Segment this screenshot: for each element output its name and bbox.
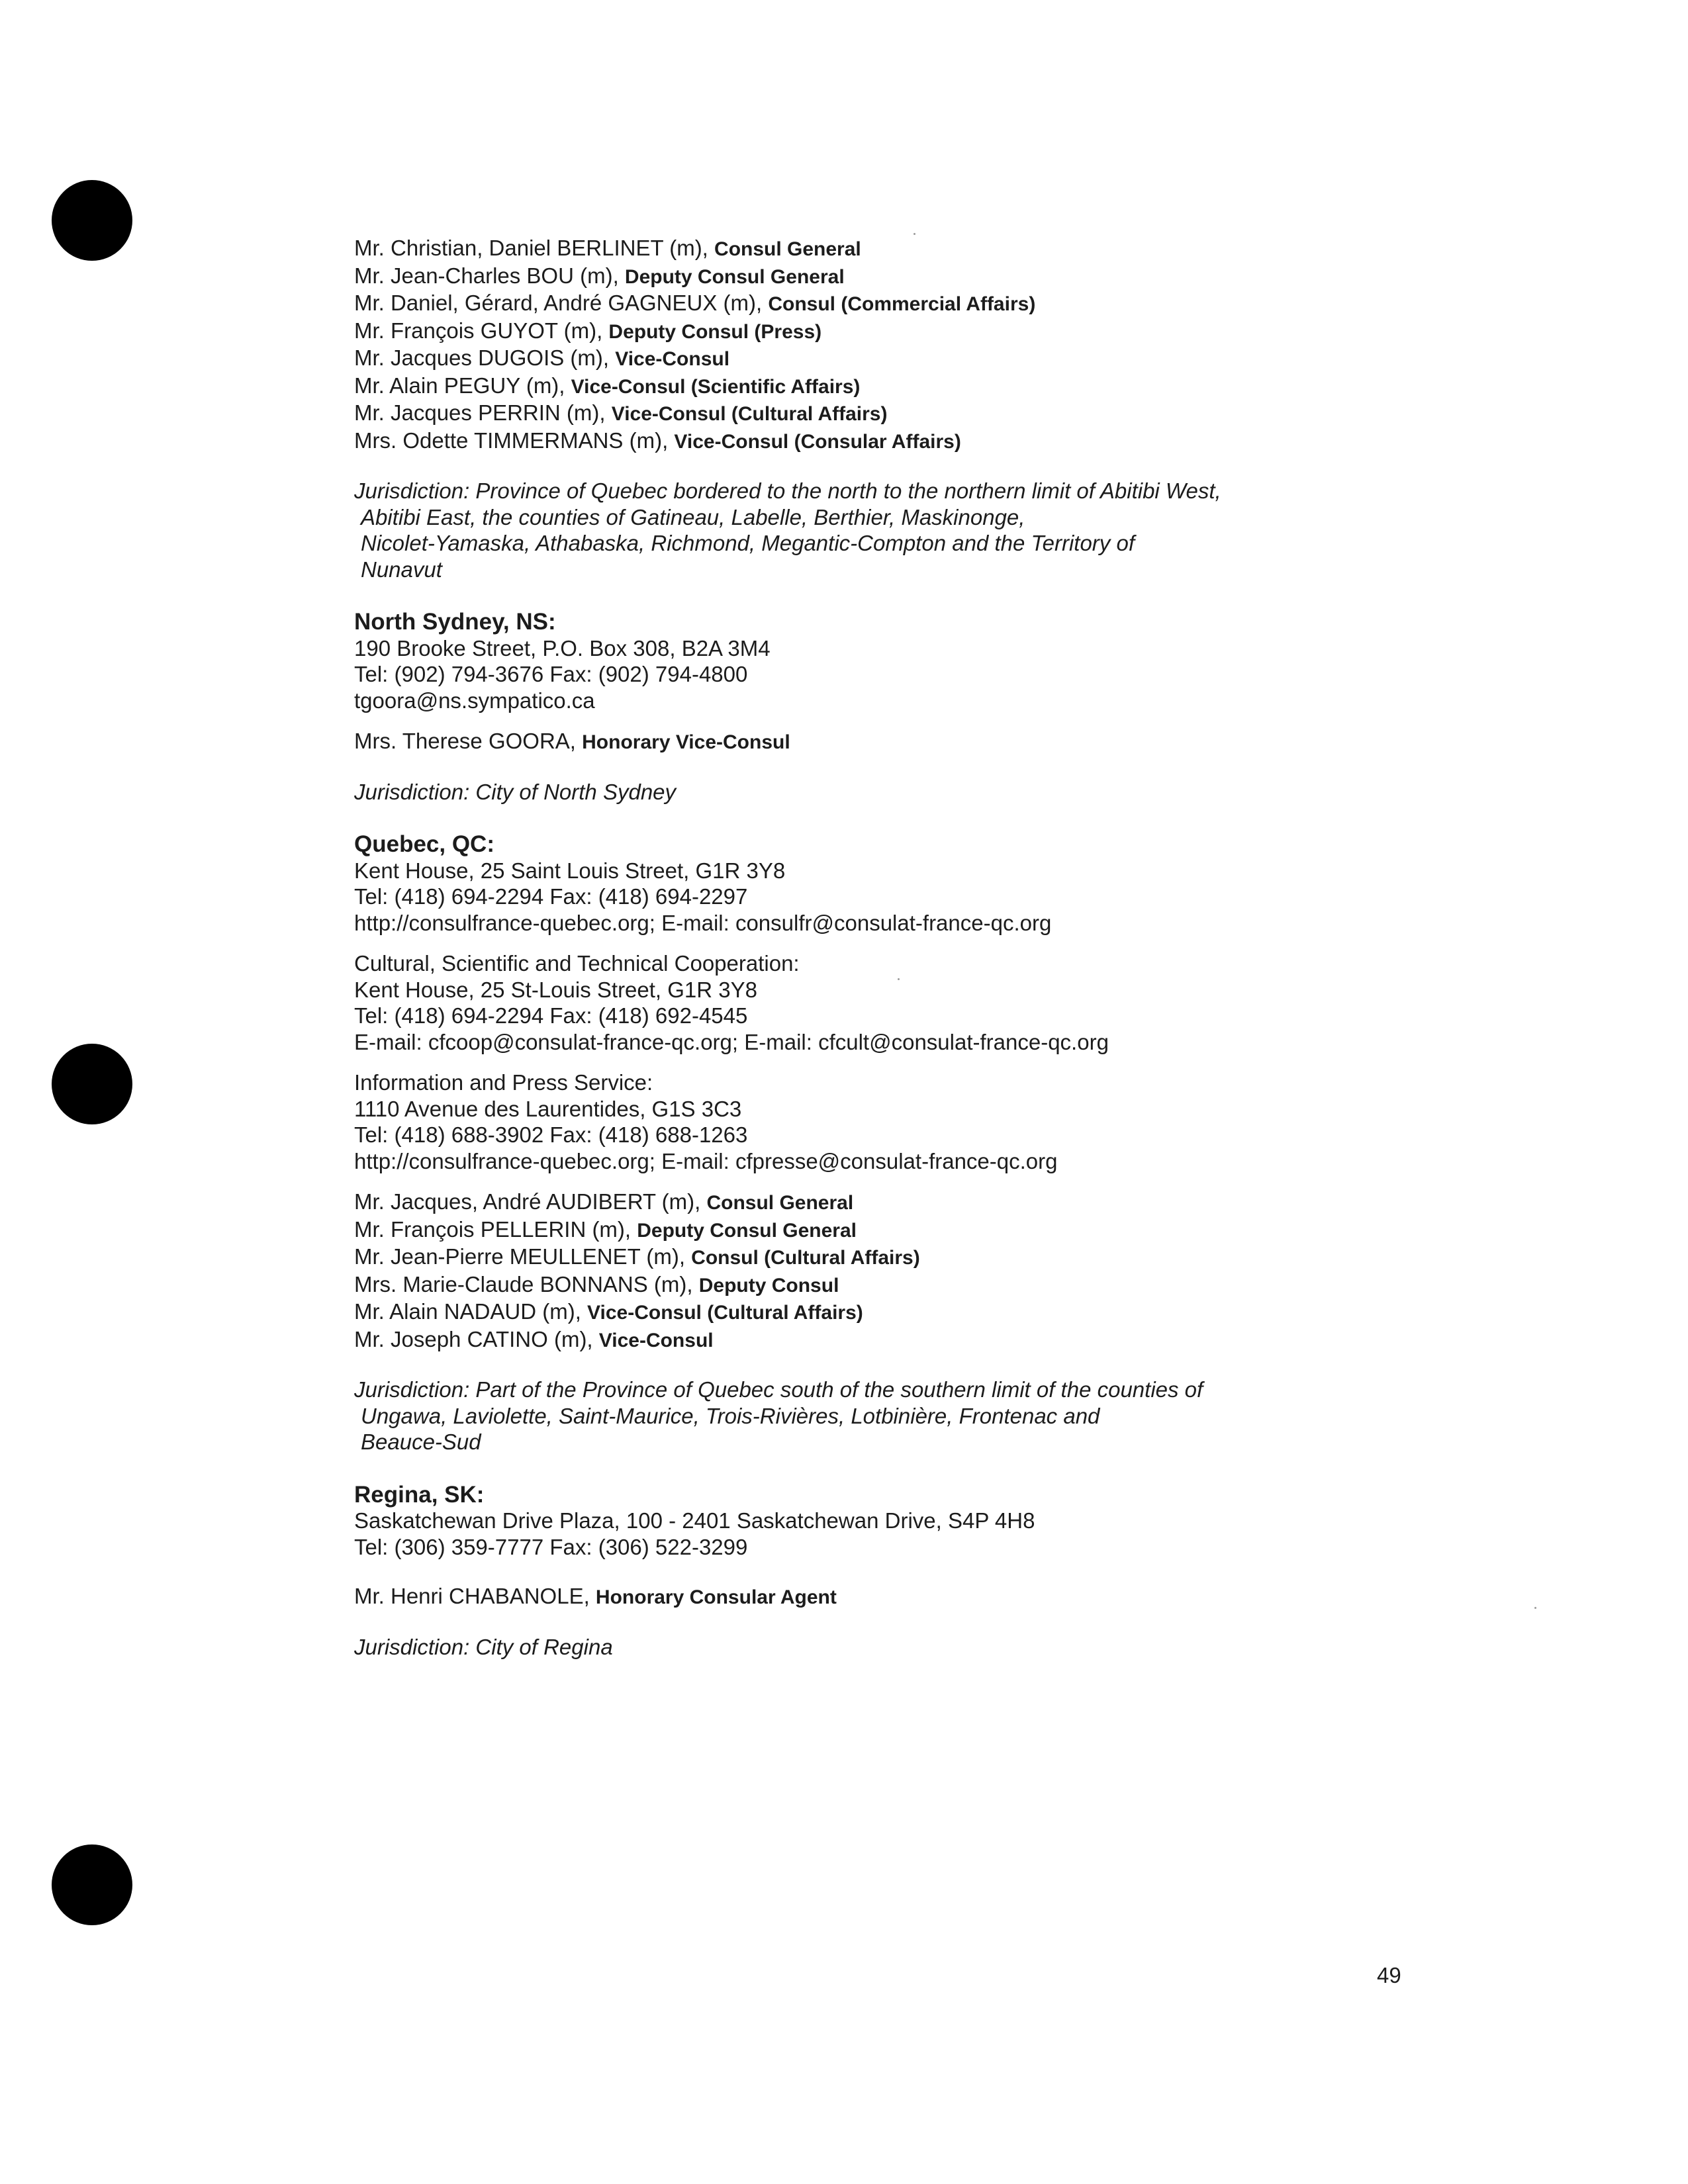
press-address: 1110 Avenue des Laurentides, G1S 3C3 (354, 1096, 742, 1121)
press-phone-fax: Tel: (418) 688-3902 Fax: (418) 688-1263 (354, 1122, 748, 1147)
binder-hole-top (52, 180, 132, 261)
top-staff-list (354, 235, 1479, 455)
staff-entry: Mr. Jacques DUGOIS (m), Vice-Consul (354, 345, 730, 370)
section-regina (354, 1482, 1479, 1661)
jurisdiction: Jurisdiction: City of Regina (354, 1634, 613, 1659)
staff-entry: Mr. François PELLERIN (m), Deputy Consul General (354, 1216, 857, 1242)
press-web-email-link[interactable]: http://consulfrance-quebec.org; E-mail: cfpresse@consulat-france-qc.org (354, 1148, 1058, 1173)
section-north-sydney (354, 609, 1479, 805)
phone-fax: Tel: (418) 694-2294 Fax: (418) 694-2297 (354, 884, 748, 909)
binder-hole-bottom (52, 1844, 132, 1925)
staff-entry: Mr. Jacques, André AUDIBERT (m), Consul General (354, 1189, 854, 1214)
address: Saskatchewan Drive Plaza, 100 - 2401 Saskatchewan Drive, S4P 4H8 (354, 1508, 1035, 1533)
jurisdiction: Jurisdiction: Part of the Province of Quebec south of the southern limit of the counties of Ungawa, Laviolette, Saint-Maurice, Trois-Rivières, Lotbinière, Frontenac and Beauce-Sud (354, 1377, 1203, 1454)
coop-email-link[interactable]: E-mail: cfcoop@consulat-france-qc.org; E-mail: cfcult@consulat-france-qc.org (354, 1029, 1109, 1054)
staff-entry: Mr. Alain NADAUD (m), Vice-Consul (Cultural Affairs) (354, 1299, 863, 1324)
staff-entry: Mr. Christian, Daniel BERLINET (m), Consul General (354, 236, 861, 260)
scan-speck (1534, 1607, 1536, 1609)
phone-fax: Tel: (306) 359-7777 Fax: (306) 522-3299 (354, 1534, 748, 1559)
section-quebec (354, 831, 1479, 1455)
email-link[interactable]: tgoora@ns.sympatico.ca (354, 688, 595, 713)
staff-entry: Mrs. Marie-Claude BONNANS (m), Deputy Consul (354, 1271, 839, 1297)
section-heading: Quebec, QC: (354, 831, 494, 857)
staff-entry: Mr. Jean-Pierre MEULLENET (m), Consul (Cultural Affairs) (354, 1244, 920, 1269)
staff-entry: Mr. Daniel, Gérard, André GAGNEUX (m), Consul (Commercial Affairs) (354, 291, 1036, 315)
address: Kent House, 25 Saint Louis Street, G1R 3Y8 (354, 858, 786, 883)
staff-entry: Mr. Joseph CATINO (m), Vice-Consul (354, 1326, 714, 1351)
section-heading: Regina, SK: (354, 1481, 485, 1508)
phone-fax: Tel: (902) 794-3676 Fax: (902) 794-4800 (354, 662, 748, 686)
section-heading: North Sydney, NS: (354, 609, 556, 635)
coop-phone-fax: Tel: (418) 694-2294 Fax: (418) 692-4545 (354, 1003, 748, 1028)
coop-label: Cultural, Scientific and Technical Cooperation: (354, 951, 800, 976)
press-label: Information and Press Service: (354, 1070, 653, 1095)
coop-address: Kent House, 25 St-Louis Street, G1R 3Y8 (354, 977, 758, 1002)
staff-entry: Mr. François GUYOT (m), Deputy Consul (Press) (354, 318, 822, 343)
web-email-link[interactable]: http://consulfrance-quebec.org; E-mail: consulfr@consulat-france-qc.org (354, 910, 1052, 935)
binder-hole-middle (52, 1044, 132, 1124)
staff-entry: Mr. Jean-Charles BOU (m), Deputy Consul General (354, 263, 845, 288)
top-jurisdiction: Jurisdiction: Province of Quebec bordered to the north to the northern limit of Abitibi West, Abitibi East, the counties of Gatineau, Labelle, Berthier, Maskinonge, Nicolet-Yamaska, Athabaska, Richmond, Megantic-Compton and the Territory of Nunavut (354, 478, 1221, 582)
staff-entry: Mrs. Odette TIMMERMANS (m), Vice-Consul (Consular Affairs) (354, 428, 961, 453)
staff-entry: Mrs. Therese GOORA, Honorary Vice-Consul (354, 729, 790, 753)
document-body (354, 235, 1479, 1660)
staff-entry: Mr. Jacques PERRIN (m), Vice-Consul (Cultural Affairs) (354, 400, 888, 425)
staff-entry: Mr. Henri CHABANOLE, Honorary Consular Agent (354, 1584, 837, 1608)
jurisdiction: Jurisdiction: City of North Sydney (354, 779, 677, 804)
page-number: 49 (1377, 1963, 1401, 1987)
staff-entry: Mr. Alain PEGUY (m), Vice-Consul (Scientific Affairs) (354, 373, 861, 398)
address: 190 Brooke Street, P.O. Box 308, B2A 3M4 (354, 635, 771, 660)
